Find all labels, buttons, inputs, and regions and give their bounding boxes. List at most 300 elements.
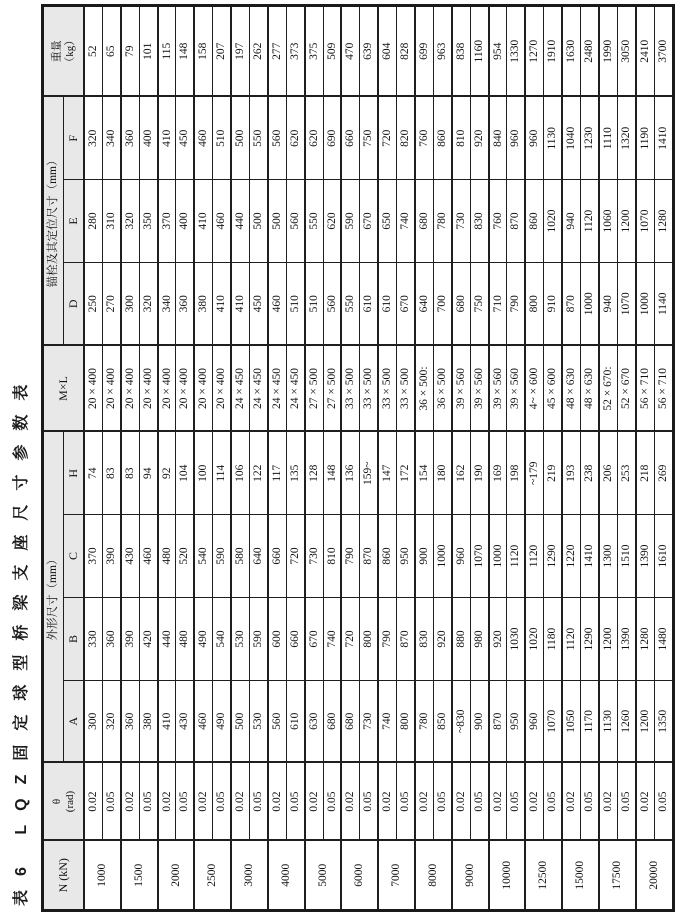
cell-c: 1070 [470,515,488,598]
cell-n: 17500 [599,841,636,911]
cell-weight: 838 [452,5,470,96]
cell-h: 219 [544,431,562,514]
cell-weight: 65 [102,5,120,96]
cell-a: 380 [139,681,157,763]
cell-weight: 1630 [562,5,580,96]
cell-weight: 79 [121,5,139,96]
cell-ml: 33 × 500 [341,345,359,431]
cell-c: 1220 [562,515,580,598]
table-row [158,5,176,910]
cell-b: 440 [158,598,176,681]
cell-f: 660 [341,96,359,179]
cell-ml: 39 × 560 [489,345,507,431]
cell-h: 83 [121,431,139,514]
cell-e: 940 [562,179,580,262]
table-row [654,5,673,910]
cell-h: 154 [415,431,433,514]
cell-d: 700 [433,262,451,345]
cell-ml: 33 × 500 [397,345,415,431]
cell-h: 159~ [360,431,378,514]
cell-c: 640 [250,515,268,598]
table-row [525,5,543,910]
cell-theta: 0.02 [452,763,470,841]
cell-theta: 0.05 [581,763,599,841]
cell-d: 300 [121,262,139,345]
cell-n: 3000 [231,841,268,911]
cell-c: 950 [397,515,415,598]
cell-f: 750 [360,96,378,179]
cell-h: 117 [268,431,286,514]
cell-c: 1510 [617,515,635,598]
cell-theta: 0.02 [636,763,654,841]
header-n: N (kN) [43,841,85,911]
cell-theta: 0.02 [268,763,286,841]
cell-f: 620 [305,96,323,179]
cell-theta: 0.05 [323,763,341,841]
cell-e: 670 [360,179,378,262]
cell-n: 4000 [268,841,305,911]
cell-weight: 373 [286,5,304,96]
document-title: 表6 LQZ固定球型桥梁支座尺寸参数表 [13,370,30,906]
cell-f: 960 [507,96,525,179]
cell-c: 790 [341,515,359,598]
cell-e: 400 [176,179,194,262]
table-row [470,5,488,910]
cell-f: 1410 [654,96,673,179]
table-row [268,5,286,910]
cell-a: 680 [323,681,341,763]
cell-e: 320 [121,179,139,262]
cell-a: 530 [250,681,268,763]
cell-a: 730 [360,681,378,763]
cell-n: 1500 [121,841,158,911]
cell-h: 180 [433,431,451,514]
cell-h: 190 [470,431,488,514]
cell-theta: 0.05 [213,763,231,841]
cell-b: 1030 [507,598,525,681]
cell-d: 940 [599,262,617,345]
cell-weight: 207 [213,5,231,96]
table-row [305,5,323,910]
cell-c: 540 [194,515,212,598]
cell-n: 1000 [84,841,121,911]
cell-ml: 20 × 400 [158,345,176,431]
table-row [599,5,617,910]
cell-a: ~830 [452,681,470,763]
cell-e: 740 [397,179,415,262]
cell-e: 780 [433,179,451,262]
cell-ml: 20 × 400 [121,345,139,431]
cell-c: 390 [102,515,120,598]
cell-f: 320 [84,96,102,179]
cell-f: 500 [231,96,249,179]
cell-ml: 4~ × 600 [525,345,543,431]
cell-ml: 24 × 450 [268,345,286,431]
cell-ml: 20 × 400 [102,345,120,431]
cell-h: 206 [599,431,617,514]
cell-h: 193 [562,431,580,514]
cell-d: 670 [397,262,415,345]
cell-c: 660 [268,515,286,598]
cell-f: 1110 [599,96,617,179]
cell-b: 980 [470,598,488,681]
cell-theta: 0.02 [341,763,359,841]
cell-ml: 36 × 500 [433,345,451,431]
table-row [489,5,507,910]
cell-h: 106 [231,431,249,514]
cell-ml: 56 × 710 [654,345,673,431]
cell-b: 660 [286,598,304,681]
cell-a: 300 [84,681,102,763]
cell-c: 370 [84,515,102,598]
cell-n: 15000 [562,841,599,911]
cell-weight: 954 [489,5,507,96]
cell-theta: 0.02 [562,763,580,841]
cell-ml: 20 × 400 [194,345,212,431]
cell-b: 490 [194,598,212,681]
header-e: E [64,179,85,262]
cell-f: 1040 [562,96,580,179]
table-row [433,5,451,910]
cell-n: 5000 [305,841,342,911]
cell-b: 530 [231,598,249,681]
cell-f: 760 [415,96,433,179]
cell-b: 540 [213,598,231,681]
cell-weight: 2410 [636,5,654,96]
cell-e: 500 [250,179,268,262]
cell-ml: 24 × 450 [286,345,304,431]
cell-b: 720 [341,598,359,681]
cell-c: 960 [452,515,470,598]
cell-e: 650 [378,179,396,262]
cell-a: 870 [489,681,507,763]
cell-h: 172 [397,431,415,514]
cell-weight: 963 [433,5,451,96]
cell-d: 910 [544,262,562,345]
cell-a: 500 [231,681,249,763]
cell-n: 2000 [158,841,195,911]
header-weight: 重量 （kg） [43,5,85,96]
cell-ml: 39 × 560 [470,345,488,431]
cell-b: 740 [323,598,341,681]
cell-e: 560 [286,179,304,262]
table-row [360,5,378,910]
cell-e: 1200 [617,179,635,262]
cell-weight: 699 [415,5,433,96]
cell-a: 680 [341,681,359,763]
cell-weight: 1990 [599,5,617,96]
table-row [323,5,341,910]
cell-b: 1120 [562,598,580,681]
cell-e: 870 [507,179,525,262]
cell-weight: 101 [139,5,157,96]
cell-a: 1130 [599,681,617,763]
cell-theta: 0.05 [286,763,304,841]
cell-e: 440 [231,179,249,262]
cell-d: 250 [84,262,102,345]
table-row [452,5,470,910]
header-d: D [64,262,85,345]
cell-f: 920 [470,96,488,179]
cell-e: 410 [194,179,212,262]
cell-n: 8000 [415,841,452,911]
cell-d: 320 [139,262,157,345]
cell-theta: 0.05 [139,763,157,841]
table-row [139,5,157,910]
cell-e: 680 [415,179,433,262]
cell-e: 760 [489,179,507,262]
cell-a: 1350 [654,681,673,763]
cell-b: 420 [139,598,157,681]
cell-a: 1260 [617,681,635,763]
cell-ml: 52 × 670 [617,345,635,431]
header-group-anchor: 锚栓及其定位尺寸（mm） [43,96,64,345]
cell-f: 550 [250,96,268,179]
cell-d: 710 [489,262,507,345]
cell-a: 1070 [544,681,562,763]
table-row [250,5,268,910]
cell-b: 330 [84,598,102,681]
table-row [415,5,433,910]
cell-d: 790 [507,262,525,345]
cell-h: 198 [507,431,525,514]
cell-h: 253 [617,431,635,514]
cell-d: 460 [268,262,286,345]
cell-c: 1000 [433,515,451,598]
cell-d: 870 [562,262,580,345]
cell-e: 620 [323,179,341,262]
header-a: A [64,681,85,763]
cell-b: 790 [378,598,396,681]
cell-b: 1290 [581,598,599,681]
table-row [176,5,194,910]
cell-weight: 1910 [544,5,562,96]
cell-n: 20000 [636,841,674,911]
cell-ml: 48 × 630 [562,345,580,431]
cell-f: 820 [397,96,415,179]
cell-ml: 27 × 500 [305,345,323,431]
cell-c: 810 [323,515,341,598]
cell-a: 900 [470,681,488,763]
cell-c: 1300 [599,515,617,598]
cell-c: 580 [231,515,249,598]
table-row [84,5,102,910]
cell-h: ~179 [525,431,543,514]
cell-c: 1610 [654,515,673,598]
cell-b: 1020 [525,598,543,681]
cell-h: 114 [213,431,231,514]
header-f: F [64,96,85,179]
table-row [231,5,249,910]
cell-a: 630 [305,681,323,763]
cell-n: 6000 [341,841,378,911]
cell-theta: 0.02 [599,763,617,841]
cell-ml: 39 × 560 [452,345,470,431]
cell-d: 510 [305,262,323,345]
cell-a: 490 [213,681,231,763]
cell-h: 92 [158,431,176,514]
cell-c: 430 [121,515,139,598]
cell-d: 1070 [617,262,635,345]
table-row [378,5,396,910]
cell-e: 350 [139,179,157,262]
cell-d: 610 [378,262,396,345]
header-h: H [64,431,85,514]
cell-f: 690 [323,96,341,179]
cell-a: 1050 [562,681,580,763]
cell-theta: 0.02 [305,763,323,841]
cell-f: 720 [378,96,396,179]
cell-e: 460 [213,179,231,262]
cell-d: 800 [525,262,543,345]
cell-ml: 36 × 500: [415,345,433,431]
cell-e: 860 [525,179,543,262]
cell-d: 410 [231,262,249,345]
cell-b: 480 [176,598,194,681]
cell-h: 147 [378,431,396,514]
cell-ml: 48 × 630 [581,345,599,431]
cell-ml: 39 × 560 [507,345,525,431]
cell-weight: 604 [378,5,396,96]
cell-b: 1280 [636,598,654,681]
cell-n: 9000 [452,841,489,911]
cell-e: 280 [84,179,102,262]
cell-d: 550 [341,262,359,345]
cell-theta: 0.05 [654,763,673,841]
cell-theta: 0.02 [231,763,249,841]
cell-a: 780 [415,681,433,763]
cell-weight: 115 [158,5,176,96]
cell-b: 590 [250,598,268,681]
cell-f: 460 [194,96,212,179]
cell-e: 830 [470,179,488,262]
cell-h: 218 [636,431,654,514]
cell-f: 410 [158,96,176,179]
cell-d: 1000 [581,262,599,345]
cell-h: 100 [194,431,212,514]
cell-a: 410 [158,681,176,763]
cell-f: 1320 [617,96,635,179]
cell-a: 560 [268,681,286,763]
cell-h: 135 [286,431,304,514]
cell-ml: 20 × 400 [176,345,194,431]
cell-d: 560 [323,262,341,345]
cell-theta: 0.05 [360,763,378,841]
cell-b: 1180 [544,598,562,681]
cell-e: 1060 [599,179,617,262]
cell-b: 670 [305,598,323,681]
cell-theta: 0.05 [617,763,635,841]
cell-e: 310 [102,179,120,262]
cell-h: 128 [305,431,323,514]
cell-theta: 0.02 [378,763,396,841]
cell-a: 740 [378,681,396,763]
table-row [121,5,139,910]
cell-h: 148 [323,431,341,514]
cell-c: 480 [158,515,176,598]
cell-ml: 20 × 400 [213,345,231,431]
cell-e: 1020 [544,179,562,262]
cell-a: 950 [507,681,525,763]
cell-ml: 20 × 400 [84,345,102,431]
cell-h: 74 [84,431,102,514]
cell-a: 960 [525,681,543,763]
cell-f: 340 [102,96,120,179]
cell-d: 360 [176,262,194,345]
cell-e: 370 [158,179,176,262]
cell-h: 162 [452,431,470,514]
cell-f: 810 [452,96,470,179]
cell-h: 94 [139,431,157,514]
cell-d: 340 [158,262,176,345]
cell-f: 360 [121,96,139,179]
cell-theta: 0.05 [507,763,525,841]
cell-n: 10000 [489,841,526,911]
cell-theta: 0.02 [525,763,543,841]
cell-c: 1120 [525,515,543,598]
cell-c: 590 [213,515,231,598]
cell-weight: 52 [84,5,102,96]
cell-d: 450 [250,262,268,345]
cell-b: 1390 [617,598,635,681]
cell-b: 360 [102,598,120,681]
cell-ml: 24 × 450 [231,345,249,431]
header-ml: M×L [43,345,85,431]
table-row [213,5,231,910]
table-row [507,5,525,910]
cell-e: 550 [305,179,323,262]
cell-c: 1120 [507,515,525,598]
cell-f: 840 [489,96,507,179]
cell-a: 610 [286,681,304,763]
cell-h: 83 [102,431,120,514]
cell-weight: 1160 [470,5,488,96]
cell-a: 1200 [636,681,654,763]
cell-a: 1170 [581,681,599,763]
header-group-shape: 外形尺寸（mm） [43,431,64,762]
cell-ml: 24 × 450 [250,345,268,431]
cell-b: 880 [452,598,470,681]
cell-b: 390 [121,598,139,681]
cell-c: 460 [139,515,157,598]
cell-ml: 33 × 500 [360,345,378,431]
cell-c: 520 [176,515,194,598]
cell-h: 238 [581,431,599,514]
cell-weight: 1330 [507,5,525,96]
spec-table [41,4,675,912]
cell-d: 1140 [654,262,673,345]
cell-d: 610 [360,262,378,345]
table-row [636,5,654,910]
table-row [286,5,304,910]
cell-e: 500 [268,179,286,262]
cell-d: 680 [452,262,470,345]
cell-d: 510 [286,262,304,345]
cell-h: 169 [489,431,507,514]
table-row [341,5,359,910]
cell-e: 1070 [636,179,654,262]
cell-theta: 0.02 [121,763,139,841]
cell-weight: 277 [268,5,286,96]
cell-theta: 0.02 [158,763,176,841]
cell-h: 122 [250,431,268,514]
cell-ml: 33 × 500 [378,345,396,431]
table-row [544,5,562,910]
cell-f: 1190 [636,96,654,179]
cell-a: 800 [397,681,415,763]
cell-f: 620 [286,96,304,179]
cell-b: 870 [397,598,415,681]
